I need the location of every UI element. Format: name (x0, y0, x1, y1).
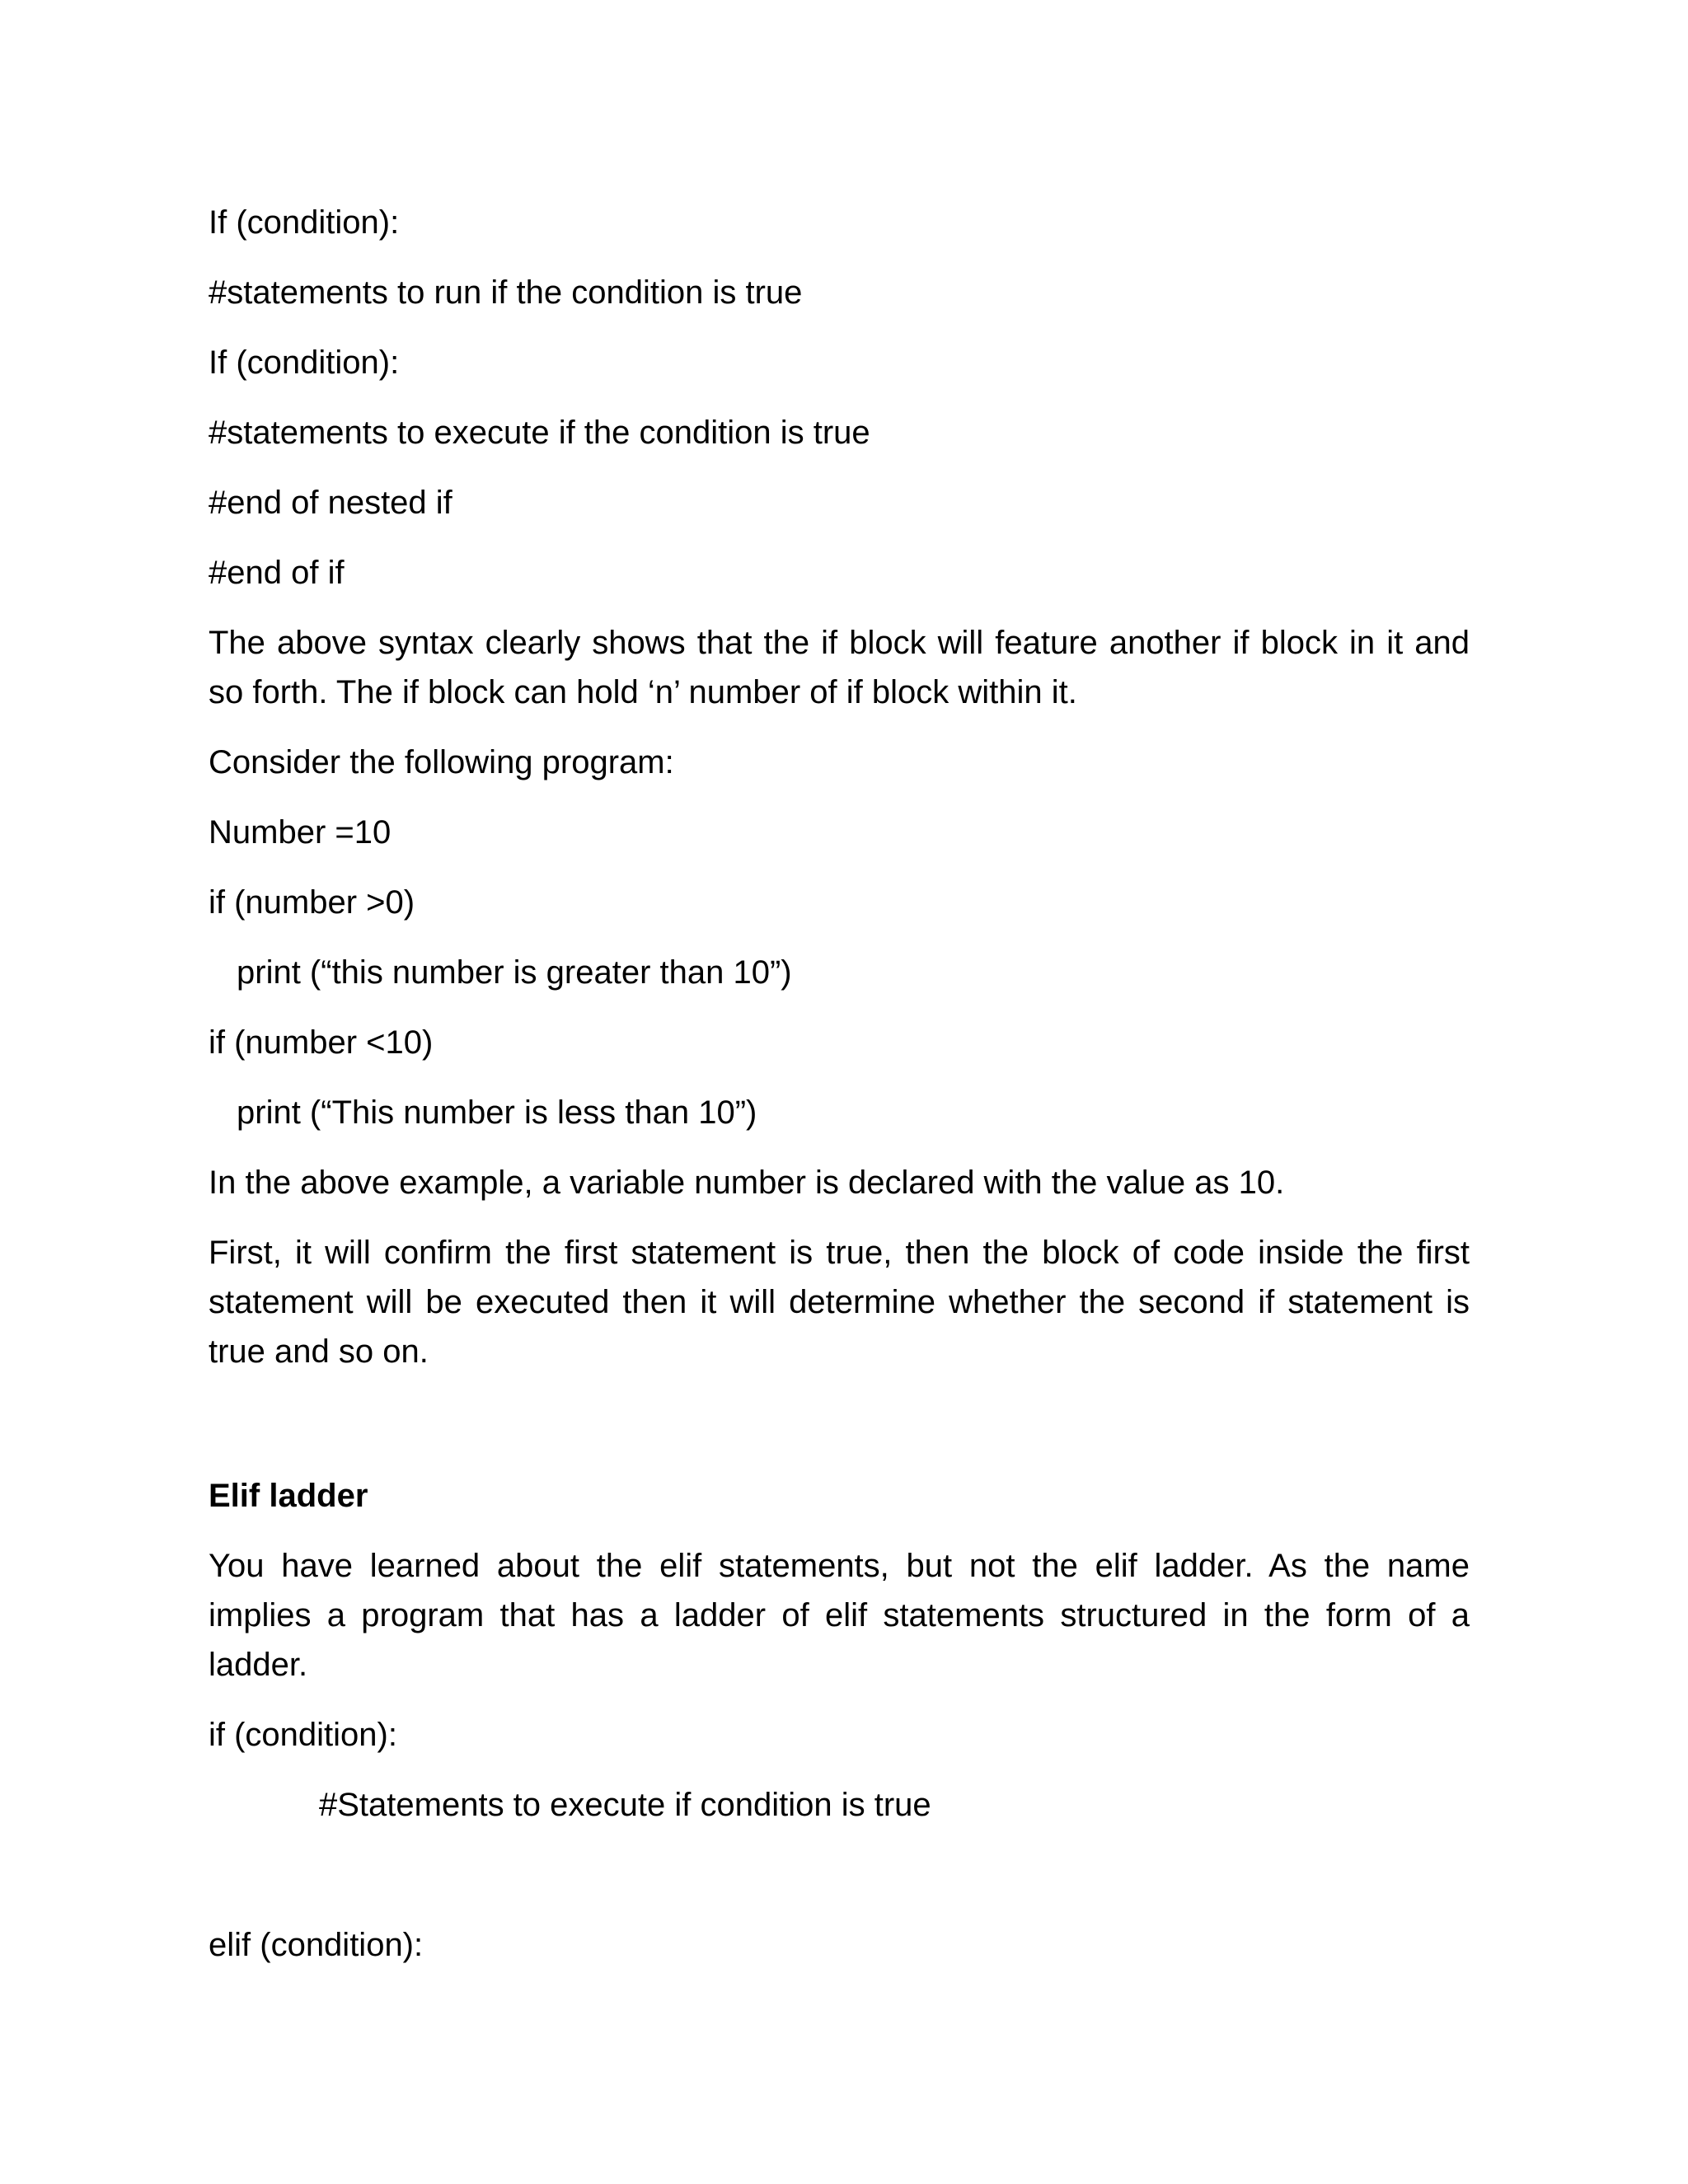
code-line: #end of nested if (209, 485, 452, 521)
section-heading: Elif ladder (209, 1478, 368, 1514)
code-line: if (condition): (209, 1717, 397, 1753)
code-line: print (“This number is less than 10”) (237, 1094, 757, 1131)
code-line: Number =10 (209, 814, 392, 851)
code-line: if (number >0) (209, 884, 415, 921)
code-line: #end of if (209, 555, 345, 591)
code-line: if (number <10) (209, 1024, 434, 1061)
code-line: If (condition): (209, 204, 400, 241)
code-line: #statements to run if the condition is true (209, 274, 803, 311)
code-line: #statements to execute if the condition is true (209, 415, 870, 451)
paragraph: Consider the following program: (209, 744, 674, 780)
code-line: print (“this number is greater than 10”) (237, 954, 792, 991)
paragraph: The above syntax clearly shows that the if block will feature another if block in it and so forth. The if block can hold ‘n’ number of if block within it. (209, 625, 1470, 710)
code-line: #Statements to execute if condition is true (319, 1787, 931, 1823)
paragraph: You have learned about the elif statements, but not the elif ladder. As the name implies a program that has a ladder of elif statements structured in the form of a ladder. (209, 1548, 1470, 1683)
document-page (209, 0, 1470, 2184)
paragraph: In the above example, a variable number is declared with the value as 10. (209, 1165, 1285, 1201)
paragraph: First, it will confirm the first statement is true, then the block of code inside the first statement will be executed then it will determine whether the second if statement is true and so on. (209, 1235, 1470, 1370)
code-line: elif (condition): (209, 1927, 424, 1963)
code-line: If (condition): (209, 344, 400, 381)
